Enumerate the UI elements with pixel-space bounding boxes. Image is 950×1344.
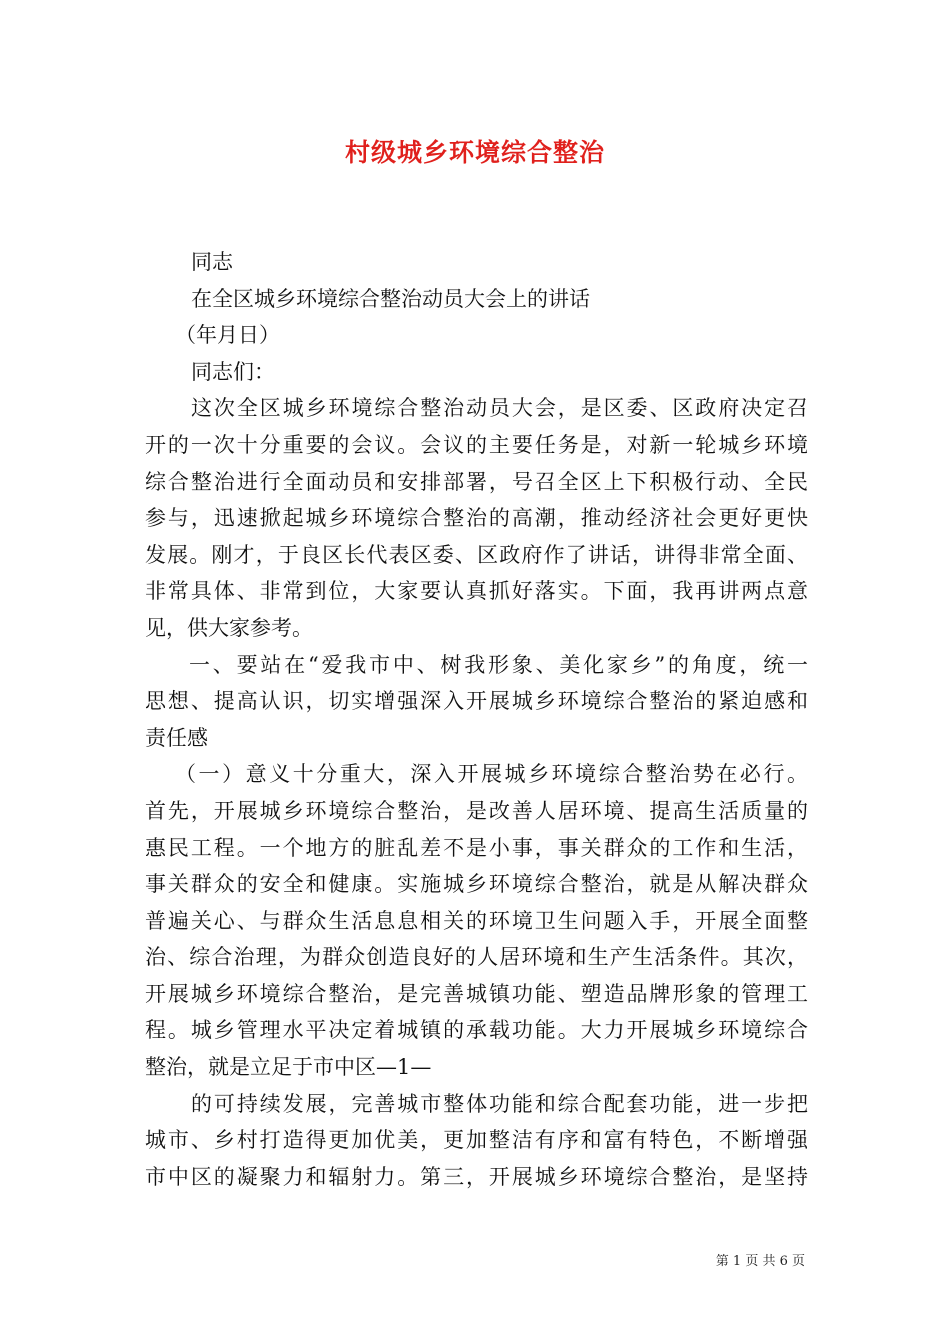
paragraph-line: 综合整治进行全面动员和安排部署，号召全区上下积极行动、全民 xyxy=(145,469,808,494)
paragraph-line: 见，供大家参考。 xyxy=(145,615,313,640)
paragraph-line: 城市、乡村打造得更加优美，更加整洁有序和富有特色，不断增强 xyxy=(145,1128,808,1153)
paragraph-line: 普遍关心、与群众生活息息相关的环境卫生问题入手，开展全面整 xyxy=(145,908,808,933)
paragraph-line: 参与，迅速掀起城乡环境综合整治的高潮，推动经济社会更好更快 xyxy=(145,506,808,531)
section-heading-line: 责任感 xyxy=(145,725,208,750)
salutation-line: 同志 xyxy=(191,250,233,274)
paragraph-line: 惠民工程。一个地方的脏乱差不是小事，事关群众的工作和生活， xyxy=(145,835,808,860)
greeting-line: 同志们： xyxy=(191,359,275,384)
paragraph-line: 这次全区城乡环境综合整治动员大会，是区委、区政府决定召 xyxy=(191,396,808,421)
document-body xyxy=(145,244,808,1195)
paragraph-line: 整治，就是立足于市中区—1— xyxy=(145,1055,432,1080)
paragraph-line: 程。城乡管理水平决定着城镇的承载功能。大力开展城乡环境综合 xyxy=(145,1018,808,1043)
paragraph-line: 开展城乡环境综合整治，是完善城镇功能、塑造品牌形象的管理工 xyxy=(145,981,808,1006)
section-heading-line: 思想、提高认识，切实增强深入开展城乡环境综合整治的紧迫感和 xyxy=(145,689,808,714)
paragraph-line: 的可持续发展，完善城市整体功能和综合配套功能，进一步把 xyxy=(191,1091,808,1116)
paragraph-line: 事关群众的安全和健康。实施城乡环境综合整治，就是从解决群众 xyxy=(145,872,808,897)
paragraph-line: 首先，开展城乡环境综合整治，是改善人居环境、提高生活质量的 xyxy=(145,798,808,823)
paragraph-line: 开的一次十分重要的会议。会议的主要任务是，对新一轮城乡环境 xyxy=(145,432,808,457)
speech-title-line: 在全区城乡环境综合整治动员大会上的讲话 xyxy=(191,286,590,311)
paragraph-line: 非常具体、非常到位，大家要认真抓好落实。下面，我再讲两点意 xyxy=(145,579,808,604)
date-line: （年月日） xyxy=(175,323,280,348)
document-title: 村级城乡环境综合整治 xyxy=(344,138,605,167)
paragraph-line: 发展。刚才，于良区长代表区委、区政府作了讲话，讲得非常全面、 xyxy=(145,542,808,567)
section-heading-line: 一、要站在“爱我市中、树我形象、美化家乡”的角度，统一 xyxy=(189,652,808,677)
page-number: 第 1 页 共 6 页 xyxy=(715,1254,805,1269)
paragraph-line: 治、综合治理，为群众创造良好的人居环境和生产生活条件。其次， xyxy=(145,945,808,970)
paragraph-line: 市中区的凝聚力和辐射力。第三，开展城乡环境综合整治，是坚持 xyxy=(145,1164,808,1189)
subsection-line: （一）意义十分重大，深入开展城乡环境综合整治势在必行。 xyxy=(175,762,808,787)
